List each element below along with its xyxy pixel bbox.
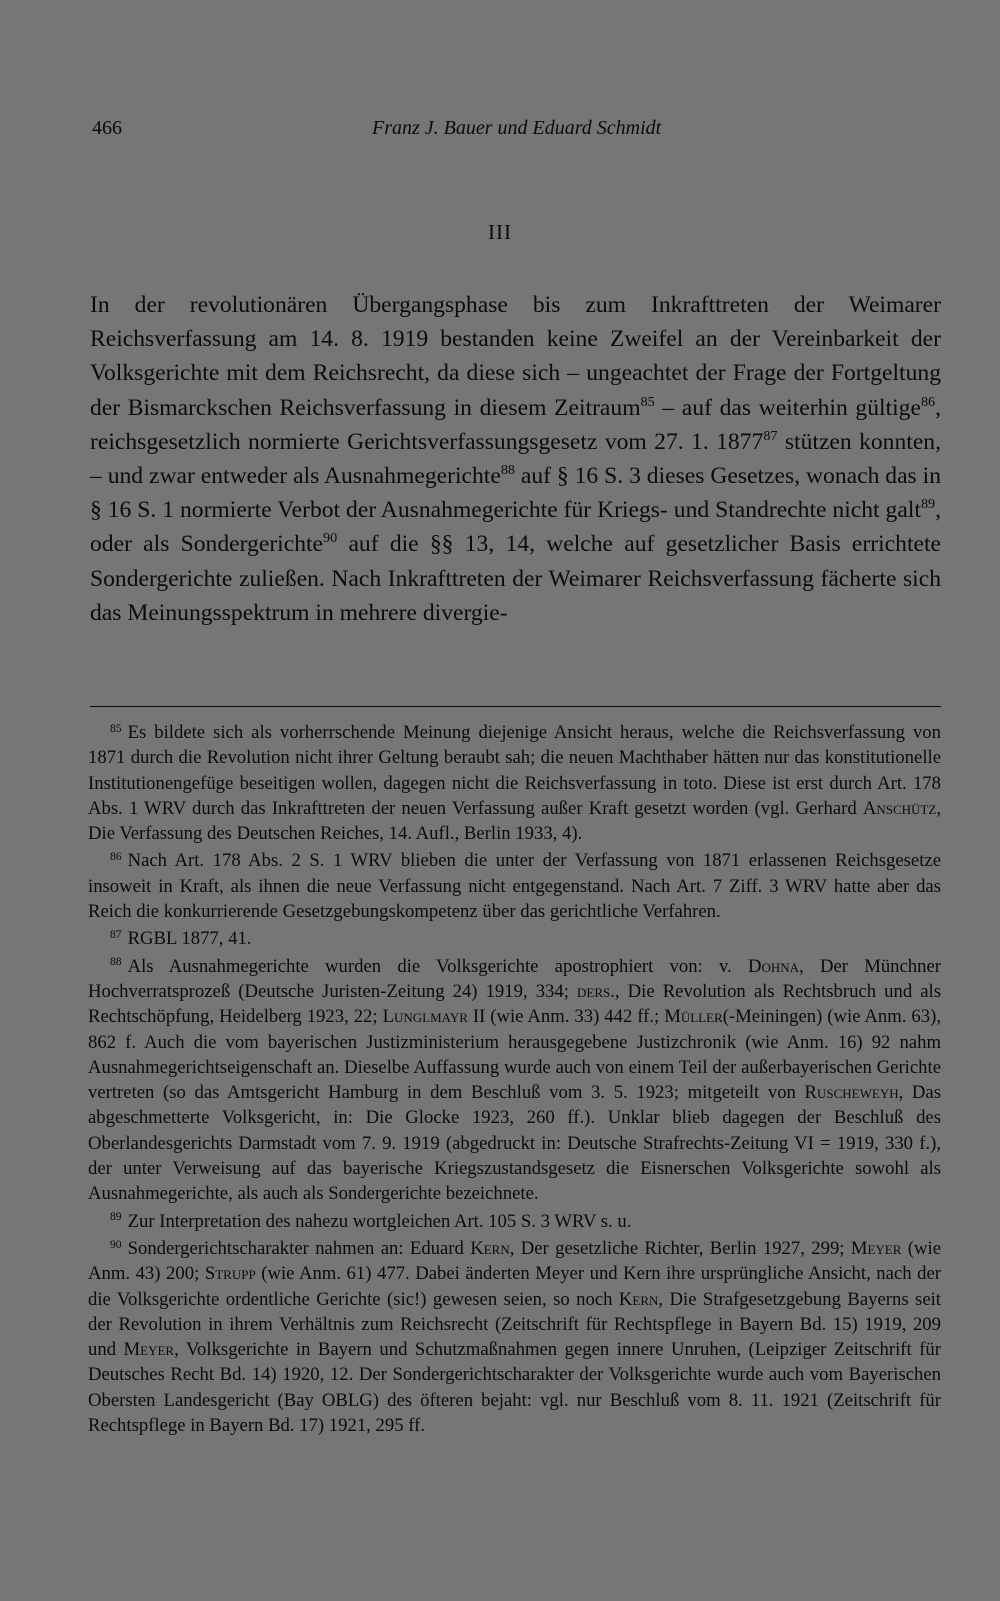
footnote-text: , Die Revolution als Rechtsbruch und als Rechtschöpfung, Heidelberg 1923, 22; xyxy=(88,980,941,1028)
author-name: Strupp xyxy=(204,1263,256,1285)
body-text-segment: , reichsgesetzlich normierte Gerichtsverfassungsgesetz vom 27. 1. 1877 xyxy=(90,394,941,455)
footnote-text: , Die Strafgesetzgebung Bayerns seit der Revolution in ihrem Verhältnis zum Reichsrecht (Zeitschrift für Rechtspflege in Bayern Bd. 15) 1919, 209 und xyxy=(88,1288,941,1361)
footnote-89: 89 Zur Interpretation des nahezu wortgleichen Art. 105 S. 3 WRV s. u. xyxy=(110,1210,632,1232)
footnote-88: 88 Als Ausnahmegerichte wurden die Volksgerichte apostrophiert von: v. Dohna, Der Münchner Hochverratsprozeß (Deutsche Juristen-Zeitung 24) 1919, 334; ders., Die Revolution als Rechtsbruch und als Rechtschöpfung, Heidelberg 1923, 22; Lunglmayr II (wie Anm. 33) 442 ff.; Müller(-Meiningen) (wie Anm. 63), 862 f. Auch die vom bayerischen Justizministerium herausgegebene Justizchronik (wie Anm. 16) 92 nahm Ausnahmegerichtseigenschaft an. Dieselbe Auffassung wurde auch von einem Teil der außerbayerischen Gerichte vertreten (so das Amtsgericht Hamburg in dem Beschluß vom 3. 5. 1923; mitgeteilt von Ruscheweyh, Das abgeschmetterte Volksgericht, in: Die Glocke 1923, 260 ff.). Unklar blieb dagegen der Beschluß des Oberlandesgerichts Darmstadt vom 7. 9. 1919 (abgedruckt in: Deutsche Strafrechts-Zeitung VI = 1919, 330 f.), der unter Verweisung auf das bayerische Kriegszustandsgesetz die Eisnerschen Volksgerichte sowohl als Ausnahmegerichte, als auch als Sondergerichte bezeichnete. xyxy=(88,955,942,1205)
footnotes xyxy=(88,720,941,1440)
footnote-text: (wie Anm. 33) 442 ff.; xyxy=(485,1006,665,1028)
footnote-text: (wie Anm. 61) 477. Dabei änderten Meyer und Kern ihre ursprüngliche Ansicht, nach der die Volksgerichte ordentliche Gerichte (sic!) gewesen seien, so noch xyxy=(88,1263,941,1310)
author-name: Anschütz xyxy=(862,797,937,819)
footnote-text: (-Meiningen) (wie Anm. 63), 862 f. Auch die vom bayerischen Justizministerium herausgegebene Justizchronik (wie Anm. 16) 92 nahm Ausnahmegerichtseigenschaft an. Dieselbe Auffassung wurde auch von einem Teil der außerbayerischen Gerichte vertreten (so das Amtsgericht Hamburg in dem Beschluß vom 3. 5. 1923; mitgeteilt von xyxy=(88,1006,942,1104)
author-name: Müller xyxy=(664,1006,723,1028)
author-name: Kern xyxy=(470,1237,510,1259)
footnote-ref-90: 90 xyxy=(323,530,338,547)
running-head: Franz J. Bauer und Eduard Schmidt xyxy=(372,117,662,139)
body-text-segment: In der revolutionären Übergangsphase bis zum Inkrafttreten der Weimarer Reichsverfassung am 14. 8. 1919 bestanden keine Zweifel an der Vereinbarkeit der Volksgerichte mit dem Reichsrecht, da diese sich – ungeachtet der Frage der Fortgeltung der Bismarckschen Reichsverfassung in diesem Zeitraum xyxy=(90,292,941,421)
page-header xyxy=(92,117,941,147)
body-text-segment: , oder als Sondergerichte xyxy=(90,497,941,558)
footnote-text: Es bildete sich als vorherrschende Meinung diejenige Ansicht heraus, welche die Reichsverfassung von 1871 durch die Revolution nicht ihrer Geltung beraubt sah; die neuen Machthaber hätten nur das konstitutionelle Institutionengefüge beseitigen wollen, dagegen nicht die Reichsverfassung in toto. Diese ist erst durch Art. 178 Abs. 1 WRV durch das Inkrafttreten der neuen Verfassung außer Kraft gesetzt worden (vgl. Gerhard xyxy=(88,722,941,819)
footnote-text: Zur Interpretation des nahezu wortgleichen Art. 105 S. 3 WRV s. u. xyxy=(127,1210,632,1232)
body-text-segment: stützen konnten, – und zwar entweder als Ausnahmegerichte xyxy=(90,428,941,490)
main-paragraph xyxy=(90,288,941,630)
footnote-text: , Volksgerichte in Bayern und Schutzmaßnahmen gegen innere Unruhen, (Leipziger Zeitschrift für Deutsches Recht Bd. 14) 1920, 12. Der Sondergerichtscharakter der Volksgerichte wurde auch vom Bayerischen Obersten Landesgericht (Bay OBLG) des öfteren bejaht: vgl. nur Beschluß vom 8. 11. 1921 (Zeitschrift für Rechtspflege in Bayern Bd. 17) 1921, 295 ff. xyxy=(88,1339,941,1437)
footnote-text: , Der Münchner Hochverratsprozeß (Deutsche Juristen-Zeitung 24) 1919, 334; xyxy=(88,955,942,1002)
body-text-segment: auf § 16 S. 3 dieses Gesetzes, wonach das in § 16 S. 1 normierte Verbot der Ausnahmegerichte für Kriegs- und Standrechte nicht galt xyxy=(90,463,941,524)
author-name: Lunglmayr II xyxy=(382,1006,486,1028)
body-text-segment: – auf das weiterhin gültige xyxy=(654,394,921,421)
author-name: Dohna xyxy=(748,955,800,977)
author-name: Meyer xyxy=(850,1237,902,1259)
footnote-text: , Die Verfassung des Deutschen Reiches, 14. Aufl., Berlin 1933, 4). xyxy=(88,797,941,845)
footnote-text: RGBL 1877, 41. xyxy=(127,928,252,950)
footnote-85: 85 Es bildete sich als vorherrschende Meinung diejenige Ansicht heraus, welche die Reichsverfassung von 1871 durch die Revolution nicht ihrer Geltung beraubt sah; die neuen Machthaber hätten nur das konstitutionelle Institutionengefüge beseitigen wollen, dagegen nicht die Reichsverfassung in toto. Diese ist erst durch Art. 178 Abs. 1 WRV durch das Inkrafttreten der neuen Verfassung außer Kraft gesetzt worden (vgl. Gerhard Anschütz, Die Verfassung des Deutschen Reiches, 14. Aufl., Berlin 1933, 4). xyxy=(88,721,941,845)
page-number: 466 xyxy=(92,117,122,139)
footnote-separator xyxy=(90,706,941,707)
footnote-ref-86: 86 xyxy=(920,393,936,410)
author-name: Ruscheweyh xyxy=(804,1082,899,1104)
author-name: ders. xyxy=(577,980,615,1002)
footnote-90: 90 Sondergerichtscharakter nahmen an: Eduard Kern, Der gesetzliche Richter, Berlin 1927, 299; Meyer (wie Anm. 43) 200; Strupp (wie Anm. 61) 477. Dabei änderten Meyer und Kern ihre ursprüngliche Ansicht, nach der die Volksgerichte ordentliche Gerichte (sic!) gewesen seien, so noch Kern, Die Strafgesetzgebung Bayerns seit der Revolution in ihrem Verhältnis zum Reichsrecht (Zeitschrift für Rechtspflege in Bayern Bd. 15) 1919, 209 und Meyer, Volksgerichte in Bayern und Schutzmaßnahmen gegen innere Unruhen, (Leipziger Zeitschrift für Deutsches Recht Bd. 14) 1920, 12. Der Sondergerichtscharakter der Volksgerichte wurde auch vom Bayerischen Obersten Landesgericht (Bay OBLG) des öfteren bejaht: vgl. nur Beschluß vom 8. 11. 1921 (Zeitschrift für Rechtspflege in Bayern Bd. 17) 1921, 295 ff. xyxy=(88,1237,941,1437)
body-text-segment: auf die §§ 13, 14, welche auf gesetzlicher Basis errichtete Sondergerichte zuließen. Nach Inkrafttreten der Weimarer Reichsverfassung fächerte sich das Meinungsspektrum in mehrere divergie- xyxy=(90,531,941,626)
author-name: Meyer xyxy=(123,1339,175,1361)
footnote-ref-85: 85 xyxy=(640,393,655,410)
section-heading: III xyxy=(488,220,512,244)
footnote-text: Nach Art. 178 Abs. 2 S. 1 WRV blieben die unter der Verfassung von 1871 erlassenen Reichsgesetze insoweit in Kraft, als ihnen die neue Verfassung nicht entgegenstand. Nach Art. 7 Ziff. 3 WRV hatte aber das Reich die konkurrierende Gesetzgebungskompetenz über das gerichtliche Verfahren. xyxy=(88,850,941,923)
author-name: Kern xyxy=(618,1288,659,1310)
footnote-ref-89: 89 xyxy=(920,496,936,513)
footnote-text: , Der gesetzliche Richter, Berlin 1927, 299; xyxy=(509,1237,851,1259)
footnote-ref-87: 87 xyxy=(763,427,778,444)
footnote-87: 87 RGBL 1877, 41. xyxy=(110,928,252,950)
footnote-ref-88: 88 xyxy=(500,461,515,478)
footnote-text: (wie Anm. 43) 200; xyxy=(88,1237,941,1285)
footnote-text: Sondergerichtscharakter nahmen an: Eduard xyxy=(127,1237,471,1259)
footnote-text: , Das abgeschmetterte Volksgericht, in: Die Glocke 1923, 260 ff.). Unklar blieb dagegen der Beschluß des Oberlandesgerichts Darmstadt vom 7. 9. 1919 (abgedruckt in: Deutsche Strafrechts-Zeitung VI = 1919, 330 f.), der unter Verweisung auf das bayerische Kriegszustandsgesetz die Eisnerschen Volksgerichte sowohl als Ausnahmegerichte, als auch als Sondergerichte bezeichnete. xyxy=(88,1082,941,1205)
footnote-text: Als Ausnahmegerichte wurden die Volksgerichte apostrophiert von: v. xyxy=(127,955,748,977)
footnote-86: 86 Nach Art. 178 Abs. 2 S. 1 WRV blieben die unter der Verfassung von 1871 erlassenen Reichsgesetze insoweit in Kraft, als ihnen die neue Verfassung nicht entgegenstand. Nach Art. 7 Ziff. 3 WRV hatte aber das Reich die konkurrierende Gesetzgebungskompetenz über das gerichtliche Verfahren. xyxy=(88,850,941,923)
